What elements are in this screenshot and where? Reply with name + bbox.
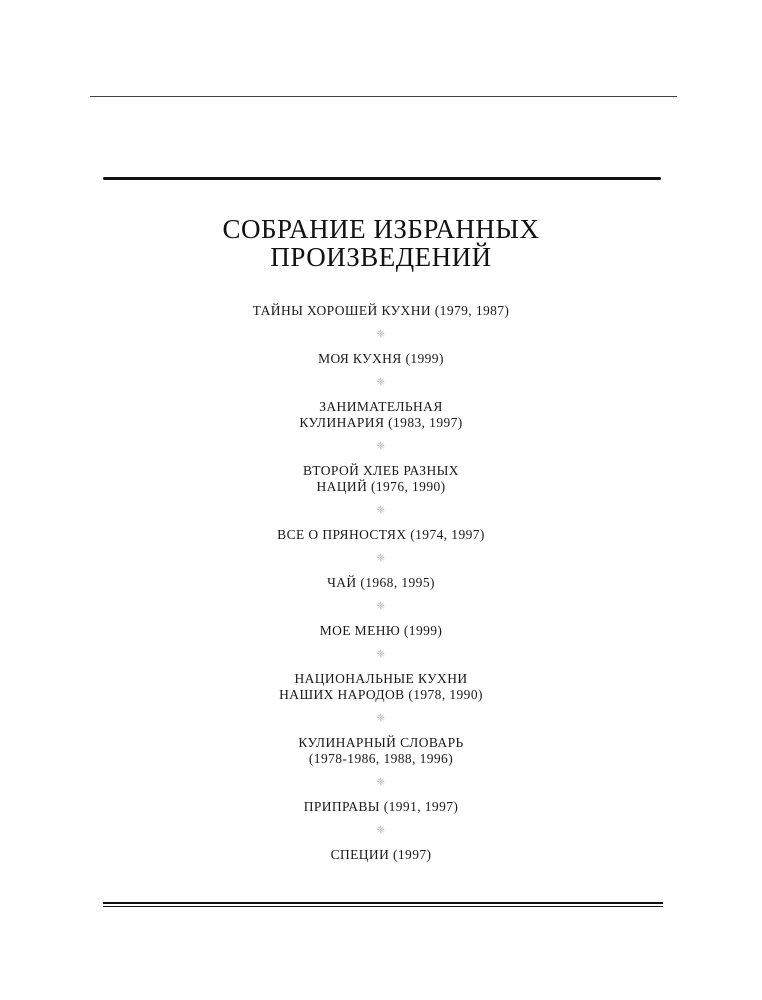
work-entry-line: ВТОРОЙ ХЛЕБ РАЗНЫХ (303, 463, 459, 478)
work-entry-line: НАЦИОНАЛЬНЫЕ КУХНИ (294, 671, 468, 686)
work-entry (0, 351, 762, 367)
work-entry-line: ТАЙНЫ ХОРОШЕЙ КУХНИ (1979, 1987) (252, 303, 510, 318)
ornament-separator-icon: ❈ (376, 377, 386, 388)
page-title-line-1: СОБРАНИЕ ИЗБРАННЫХ (222, 214, 540, 244)
work-entry-line: ВСЕ О ПРЯНОСТЯХ (1974, 1997) (277, 527, 485, 542)
work-entry (0, 463, 762, 495)
work-entry-line: КУЛИНАРНЫЙ СЛОВАРЬ (298, 735, 464, 750)
page-title (0, 215, 762, 271)
work-entry-line: ПРИПРАВЫ (1991, 1997) (303, 799, 459, 814)
ornament-separator-icon: ❈ (376, 825, 386, 836)
work-entry-line: МОЯ КУХНЯ (1999) (318, 351, 444, 366)
ornament-separator-icon: ❈ (376, 505, 386, 516)
work-entry-line: НАЦИЙ (1976, 1990) (316, 479, 446, 494)
work-entry-line: МОЕ МЕНЮ (1999) (319, 623, 443, 638)
ornament-separator-icon: ❈ (376, 553, 386, 564)
work-entry (0, 671, 762, 703)
work-entry (0, 303, 762, 319)
ornament-separator-icon: ❈ (376, 713, 386, 724)
ornament-separator-icon: ❈ (376, 601, 386, 612)
footer-double-rule (103, 902, 663, 907)
work-entry-line: СПЕЦИИ (1997) (330, 847, 432, 862)
work-entry-line: ЗАНИМАТЕЛЬНАЯ (319, 399, 443, 414)
header-rule (103, 177, 661, 180)
work-entry (0, 847, 762, 863)
footer-rule-thin (103, 906, 663, 907)
work-entry (0, 735, 762, 767)
work-entry (0, 623, 762, 639)
work-entry-line: НАШИХ НАРОДОВ (1978, 1990) (279, 687, 483, 702)
work-entry-line: КУЛИНАРИЯ (1983, 1997) (299, 415, 463, 430)
page-title-line-2: ПРОИЗВЕДЕНИЙ (270, 242, 492, 272)
work-entry-line: (1978-1986, 1988, 1996) (308, 751, 454, 766)
work-entry (0, 527, 762, 543)
work-entry (0, 799, 762, 815)
ornament-separator-icon: ❈ (376, 441, 386, 452)
top-divider (90, 96, 677, 97)
footer-rule-thick (103, 902, 663, 904)
work-entry (0, 399, 762, 431)
work-entry-line: ЧАЙ (1968, 1995) (327, 575, 435, 590)
ornament-separator-icon: ❈ (376, 649, 386, 660)
works-list (0, 303, 762, 863)
ornament-separator-icon: ❈ (376, 777, 386, 788)
ornament-separator-icon: ❈ (376, 329, 386, 340)
work-entry (0, 575, 762, 591)
